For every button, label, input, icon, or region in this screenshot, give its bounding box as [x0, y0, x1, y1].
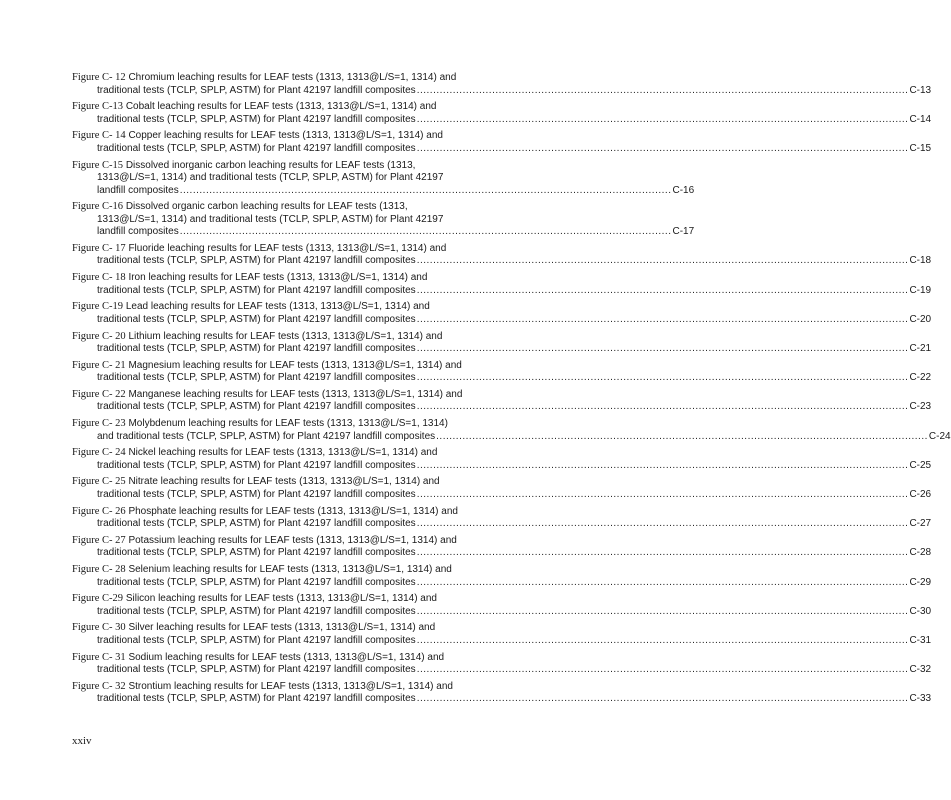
dot-leader	[417, 285, 909, 298]
figure-number: Figure C- 32	[72, 680, 126, 692]
figure-number: Figure C-13	[72, 101, 124, 113]
figure-number: Figure C-29	[72, 593, 124, 605]
toc-entry[interactable]	[72, 534, 932, 560]
figure-number: Figure C- 23	[72, 418, 126, 430]
toc-entry[interactable]	[72, 159, 695, 198]
dot-leader	[417, 460, 909, 473]
toc-entry-continuation-line	[72, 284, 932, 298]
dot-leader	[417, 635, 909, 648]
figure-caption-text: traditional tests (TCLP, SPLP, ASTM) for Plant 42197 landfill composites	[97, 313, 416, 325]
figure-caption-text: Fluoride leaching results for LEAF tests (1313, 1313@L/S=1, 1314) and	[128, 242, 447, 254]
toc-entry[interactable]	[72, 651, 932, 677]
figure-number: Figure C- 22	[72, 388, 126, 400]
toc-entry[interactable]	[72, 330, 932, 356]
figure-number: Figure C- 26	[72, 505, 126, 517]
toc-entry[interactable]	[72, 388, 932, 414]
dot-leader	[417, 143, 909, 156]
toc-entry[interactable]	[72, 564, 932, 589]
figure-caption-text: Dissolved organic carbon leaching results for LEAF tests (1313,	[125, 201, 408, 213]
figure-caption-text: Chromium leaching results for LEAF tests (1313, 1313@L/S=1, 1314) and	[128, 72, 457, 83]
figure-caption-text: Iron leaching results for LEAF tests (1313, 1313@L/S=1, 1314) and	[128, 272, 428, 284]
figure-caption-text: traditional tests (TCLP, SPLP, ASTM) for Plant 42197 landfill composites	[97, 459, 416, 471]
toc-entry-first-line	[72, 130, 546, 143]
toc-entry[interactable]	[72, 130, 932, 155]
page-reference: C-13	[909, 84, 932, 96]
toc-entry-continuation-line	[72, 430, 951, 444]
toc-entry-first-line	[72, 622, 546, 635]
dot-leader	[417, 547, 909, 560]
figure-caption-text: traditional tests (TCLP, SPLP, ASTM) for Plant 42197 landfill composites	[97, 576, 416, 588]
figure-caption-text: Manganese leaching results for LEAF tests (1313, 1313@L/S=1, 1314) and	[128, 388, 463, 400]
toc-entry-continuation-line	[72, 547, 932, 560]
toc-entry-continuation-line	[72, 372, 932, 385]
dot-leader	[417, 372, 909, 385]
figure-caption-text: Sodium leaching results for LEAF tests (1313, 1313@L/S=1, 1314) and	[128, 651, 445, 663]
toc-entry[interactable]	[72, 301, 932, 326]
toc-entry[interactable]	[72, 242, 932, 268]
toc-entry-continuation-line	[72, 172, 546, 185]
dot-leader	[417, 343, 909, 356]
figure-caption-text: landfill composites	[97, 184, 179, 196]
toc-entry-first-line	[72, 681, 546, 694]
toc-entry[interactable]	[72, 593, 932, 618]
figure-caption-text: traditional tests (TCLP, SPLP, ASTM) for Plant 42197 landfill composites	[97, 693, 416, 705]
toc-entry-first-line	[72, 506, 546, 519]
toc-entry-first-line	[72, 101, 546, 114]
dot-leader	[417, 314, 909, 327]
toc-entry-continuation-line	[72, 664, 932, 677]
figure-number: Figure C- 20	[72, 330, 126, 342]
toc-entry-first-line	[72, 331, 546, 344]
figure-caption-text: traditional tests (TCLP, SPLP, ASTM) for Plant 42197 landfill composites	[97, 142, 416, 154]
figure-caption-text: Lead leaching results for LEAF tests (1313, 1313@L/S=1, 1314) and	[125, 301, 430, 313]
toc-entry[interactable]	[72, 505, 932, 531]
toc-entry-continuation-line	[72, 226, 695, 239]
toc-entry-first-line	[72, 476, 546, 489]
toc-entry-continuation-line	[72, 113, 932, 127]
figure-number: Figure C-19	[72, 301, 124, 313]
toc-entry-continuation-line	[72, 605, 932, 619]
figure-caption-text: 1313@L/S=1, 1314) and traditional tests (TCLP, SPLP, ASTM) for Plant 42197	[97, 172, 444, 184]
page-reference: C-22	[909, 372, 932, 384]
toc-entry-first-line	[72, 272, 546, 285]
page-reference: C-16	[672, 184, 695, 196]
page-reference: C-20	[909, 313, 932, 325]
figure-caption-text: traditional tests (TCLP, SPLP, ASTM) for Plant 42197 landfill composites	[97, 488, 416, 500]
figure-number: Figure C- 12	[72, 72, 126, 83]
figure-number: Figure C- 24	[72, 447, 126, 459]
figure-caption-text: traditional tests (TCLP, SPLP, ASTM) for Plant 42197 landfill composites	[97, 255, 416, 267]
figure-caption-text: Phosphate leaching results for LEAF tests (1313, 1313@L/S=1, 1314) and	[128, 505, 458, 517]
page-reference: C-18	[909, 255, 932, 267]
figure-number: Figure C- 31	[72, 651, 126, 663]
dot-leader	[417, 401, 909, 414]
toc-entry[interactable]	[72, 101, 932, 126]
dot-leader	[417, 664, 909, 677]
toc-entry[interactable]	[72, 622, 932, 647]
figure-caption-text: Dissolved inorganic carbon leaching results for LEAF tests (1313,	[125, 159, 416, 171]
toc-entry-continuation-line	[72, 634, 932, 648]
figure-caption-text: Selenium leaching results for LEAF tests (1313, 1313@L/S=1, 1314) and	[128, 564, 452, 575]
figure-number: Figure C- 21	[72, 359, 126, 371]
figure-caption-text: traditional tests (TCLP, SPLP, ASTM) for Plant 42197 landfill composites	[97, 518, 416, 530]
figure-number: Figure C- 17	[72, 242, 126, 254]
page-reference: C-31	[909, 634, 932, 646]
toc-entry-continuation-line	[72, 214, 546, 227]
figure-number: Figure C- 27	[72, 534, 126, 546]
dot-leader	[417, 518, 909, 531]
dot-leader	[417, 114, 909, 127]
dot-leader	[417, 693, 909, 706]
figure-number: Figure C- 14	[72, 130, 126, 142]
toc-entry-first-line	[72, 564, 546, 577]
page-reference: C-33	[909, 693, 932, 705]
toc-entry-continuation-line	[72, 518, 932, 531]
figure-caption-text: Nitrate leaching results for LEAF tests (1313, 1313@L/S=1, 1314) and	[128, 476, 440, 488]
page-reference: C-17	[672, 226, 695, 238]
figure-number: Figure C- 25	[72, 476, 126, 488]
dot-leader	[417, 255, 909, 268]
figure-caption-text: 1313@L/S=1, 1314) and traditional tests (TCLP, SPLP, ASTM) for Plant 42197	[97, 213, 444, 225]
toc-entry[interactable]	[72, 447, 932, 472]
figure-caption-text: Potassium leaching results for LEAF tests (1313, 1313@L/S=1, 1314) and	[128, 534, 457, 546]
page-reference: C-15	[909, 142, 932, 154]
figure-caption-text: landfill composites	[97, 226, 179, 238]
toc-entry[interactable]	[72, 359, 932, 385]
figure-caption-text: traditional tests (TCLP, SPLP, ASTM) for Plant 42197 landfill composites	[97, 343, 416, 354]
toc-entry-first-line	[72, 652, 546, 665]
dot-leader	[180, 185, 672, 198]
toc-entry-first-line	[72, 201, 546, 214]
toc-entry-first-line	[72, 418, 546, 431]
page-reference: C-25	[909, 459, 932, 471]
dot-leader	[417, 489, 909, 502]
toc-entry[interactable]	[72, 72, 932, 97]
toc-entry[interactable]	[72, 272, 932, 297]
toc-entry-continuation-line	[72, 459, 932, 473]
toc-entry-continuation-line	[72, 401, 932, 414]
figure-caption-text: traditional tests (TCLP, SPLP, ASTM) for Plant 42197 landfill composites	[97, 113, 416, 125]
figure-caption-text: traditional tests (TCLP, SPLP, ASTM) for Plant 42197 landfill composites	[97, 372, 416, 384]
figure-caption-text: traditional tests (TCLP, SPLP, ASTM) for Plant 42197 landfill composites	[97, 605, 416, 617]
figure-caption-text: traditional tests (TCLP, SPLP, ASTM) for Plant 42197 landfill composites	[97, 401, 416, 413]
toc-entry-first-line	[72, 389, 546, 402]
toc-entry-continuation-line	[72, 184, 695, 198]
figure-caption-text: traditional tests (TCLP, SPLP, ASTM) for Plant 42197 landfill composites	[97, 284, 416, 296]
dot-leader	[417, 577, 909, 590]
dot-leader	[417, 85, 909, 98]
toc-entry-continuation-line	[72, 488, 932, 502]
toc-entry-first-line	[72, 243, 546, 256]
figure-caption-text: traditional tests (TCLP, SPLP, ASTM) for Plant 42197 landfill composites	[97, 634, 416, 646]
page-reference: C-14	[909, 113, 932, 125]
toc-entry-first-line	[72, 360, 546, 373]
toc-entry-continuation-line	[72, 84, 932, 98]
figure-caption-text: Magnesium leaching results for LEAF tests (1313, 1313@L/S=1, 1314) and	[128, 359, 462, 371]
figure-caption-text: Silicon leaching results for LEAF tests (1313, 1313@L/S=1, 1314) and	[125, 593, 437, 605]
page-reference: C-28	[909, 547, 932, 559]
figure-caption-text: Cobalt leaching results for LEAF tests (1313, 1313@L/S=1, 1314) and	[125, 101, 437, 113]
toc-entry-first-line	[72, 535, 546, 548]
figure-number: Figure C-15	[72, 159, 124, 171]
page-reference: C-24	[928, 430, 951, 442]
figure-caption-text: Molybdenum leaching results for LEAF tests (1313, 1313@L/S=1, 1314)	[128, 418, 448, 430]
figure-caption-text: traditional tests (TCLP, SPLP, ASTM) for Plant 42197 landfill composites	[97, 664, 416, 676]
toc-entry-continuation-line	[72, 576, 932, 590]
figure-caption-text: Copper leaching results for LEAF tests (1313, 1313@L/S=1, 1314) and	[128, 130, 443, 142]
figure-caption-text: Strontium leaching results for LEAF tests (1313, 1313@L/S=1, 1314) and	[128, 680, 453, 692]
figure-number: Figure C-16	[72, 201, 124, 213]
toc-entry-first-line	[72, 447, 546, 460]
toc-entry-continuation-line	[72, 343, 932, 356]
figure-number: Figure C- 30	[72, 622, 126, 634]
page-reference: C-23	[909, 401, 932, 413]
dot-leader	[180, 226, 672, 239]
toc-entry[interactable]	[72, 476, 932, 501]
page-reference: C-30	[909, 605, 932, 617]
toc-entry[interactable]	[72, 201, 695, 239]
toc-entry-first-line	[72, 72, 546, 85]
figure-caption-text: traditional tests (TCLP, SPLP, ASTM) for Plant 42197 landfill composites	[97, 547, 416, 559]
figure-number: Figure C- 18	[72, 272, 126, 284]
figure-caption-text: traditional tests (TCLP, SPLP, ASTM) for Plant 42197 landfill composites	[97, 84, 416, 96]
page-reference: C-27	[909, 518, 932, 530]
toc-entry-continuation-line	[72, 142, 932, 156]
page-reference: C-19	[909, 284, 932, 296]
toc-entry-continuation-line	[72, 255, 932, 268]
toc-entry[interactable]	[72, 418, 951, 443]
toc-entry-first-line	[72, 593, 546, 606]
page-reference: C-21	[909, 343, 932, 354]
page-reference: C-26	[909, 488, 932, 500]
toc-entry-first-line	[72, 301, 546, 314]
figure-caption-text: Nickel leaching results for LEAF tests (1313, 1313@L/S=1, 1314) and	[128, 447, 438, 459]
figure-caption-text: and traditional tests (TCLP, SPLP, ASTM) for Plant 42197 landfill composites	[97, 430, 436, 442]
page-reference: C-29	[909, 576, 932, 588]
dot-leader	[417, 606, 909, 619]
list-of-figures	[72, 72, 951, 710]
toc-entry-continuation-line	[72, 313, 932, 327]
dot-leader	[436, 431, 928, 444]
toc-entry-first-line	[72, 160, 546, 173]
page-number: xxiv	[72, 735, 92, 747]
figure-number: Figure C- 28	[72, 564, 126, 575]
toc-entry[interactable]	[72, 680, 932, 706]
figure-caption-text: Lithium leaching results for LEAF tests (1313, 1313@L/S=1, 1314) and	[128, 330, 443, 342]
page-reference: C-32	[909, 664, 932, 676]
figure-caption-text: Silver leaching results for LEAF tests (1313, 1313@L/S=1, 1314) and	[128, 622, 436, 634]
toc-entry-continuation-line	[72, 693, 932, 706]
